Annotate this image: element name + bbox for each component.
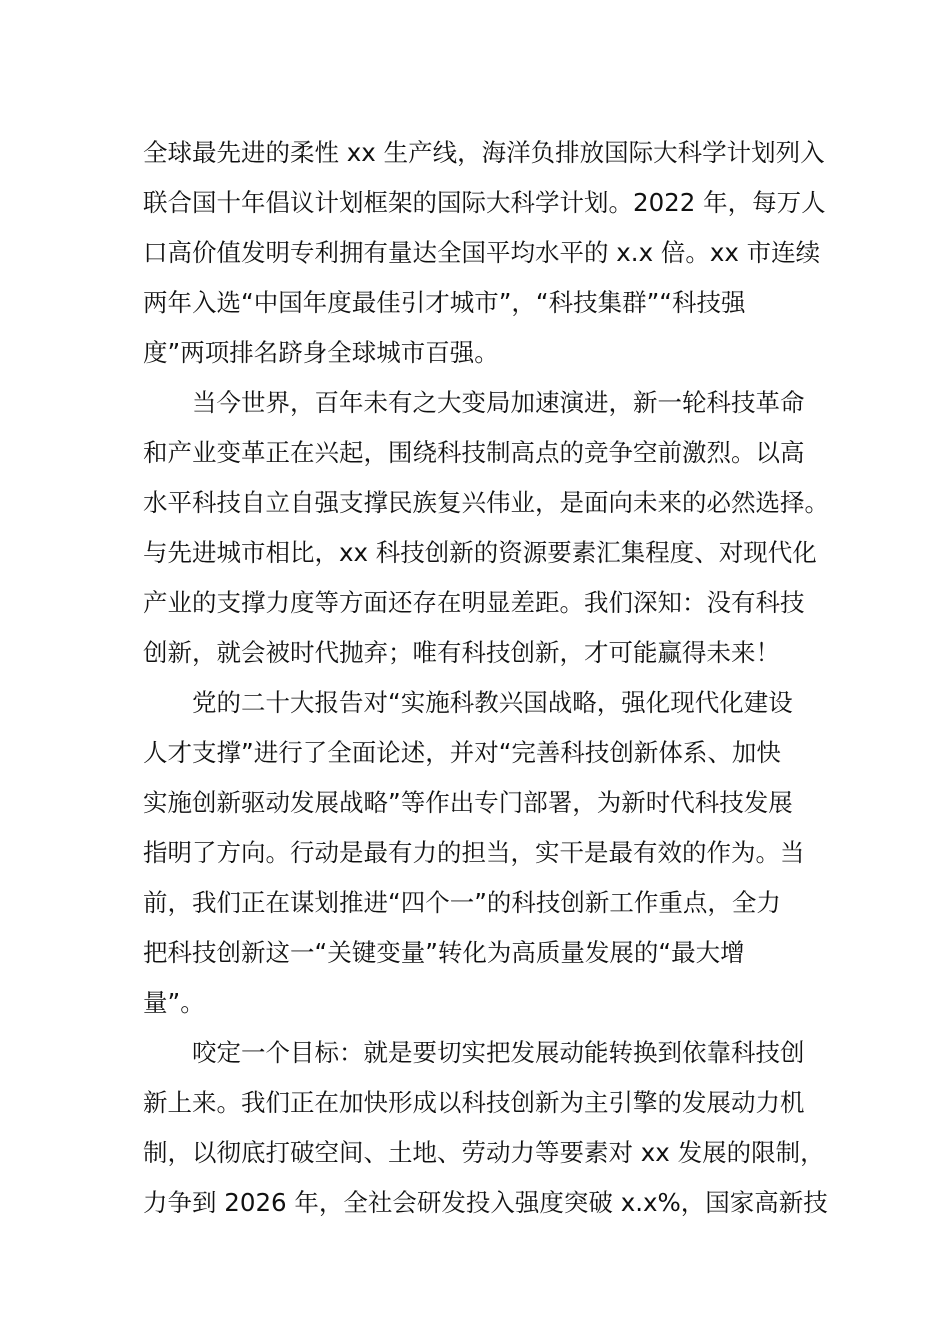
text-line: 创新，就会被时代抛弃；唯有科技创新，才可能赢得未来！ bbox=[143, 638, 780, 667]
text-line: 全球最先进的柔性 xx 生产线，海洋负排放国际大科学计划列入 bbox=[143, 138, 825, 167]
body-text bbox=[143, 128, 829, 1228]
text-line: 与先进城市相比，xx 科技创新的资源要素汇集程度、对现代化 bbox=[143, 538, 817, 567]
text-line: 实施创新驱动发展战略”等作出专门部署，为新时代科技发展 bbox=[143, 788, 793, 817]
text-line: 把科技创新这一“关键变量”转化为高质量发展的“最大增 bbox=[143, 938, 745, 967]
text-line: 党的二十大报告对“实施科教兴国战略，强化现代化建设 bbox=[192, 688, 793, 717]
text-line: 两年入选“中国年度最佳引才城市”，“科技集群”“科技强 bbox=[143, 288, 746, 317]
text-line: 当今世界，百年未有之大变局加速演进，新一轮科技革命 bbox=[192, 388, 805, 417]
text-line: 联合国十年倡议计划框架的国际大科学计划。2022 年，每万人 bbox=[143, 188, 826, 217]
text-line: 口高价值发明专利拥有量达全国平均水平的 x.x 倍。xx 市连续 bbox=[143, 238, 821, 267]
text-line: 咬定一个目标：就是要切实把发展动能转换到依靠科技创 bbox=[192, 1038, 805, 1067]
text-line: 新上来。我们正在加快形成以科技创新为主引擎的发展动力机 bbox=[143, 1088, 805, 1117]
text-line: 水平科技自立自强支撑民族复兴伟业，是面向未来的必然选择。 bbox=[143, 488, 829, 517]
text-line: 度”两项排名跻身全球城市百强。 bbox=[143, 338, 499, 367]
text-line: 制，以彻底打破空间、土地、劳动力等要素对 xx 发展的限制， bbox=[143, 1138, 825, 1167]
text-line: 指明了方向。行动是最有力的担当，实干是最有效的作为。当 bbox=[143, 838, 805, 867]
text-line: 人才支撑”进行了全面论述，并对“完善科技创新体系、加快 bbox=[143, 738, 781, 767]
text-line: 和产业变革正在兴起，围绕科技制高点的竞争空前激烈。以高 bbox=[143, 438, 805, 467]
text-line: 前，我们正在谋划推进“四个一”的科技创新工作重点，全力 bbox=[143, 888, 781, 917]
text-line: 量”。 bbox=[143, 988, 205, 1017]
text-line: 力争到 2026 年，全社会研发投入强度突破 x.x%，国家高新技 bbox=[143, 1188, 828, 1217]
text-line: 产业的支撑力度等方面还存在明显差距。我们深知：没有科技 bbox=[143, 588, 805, 617]
